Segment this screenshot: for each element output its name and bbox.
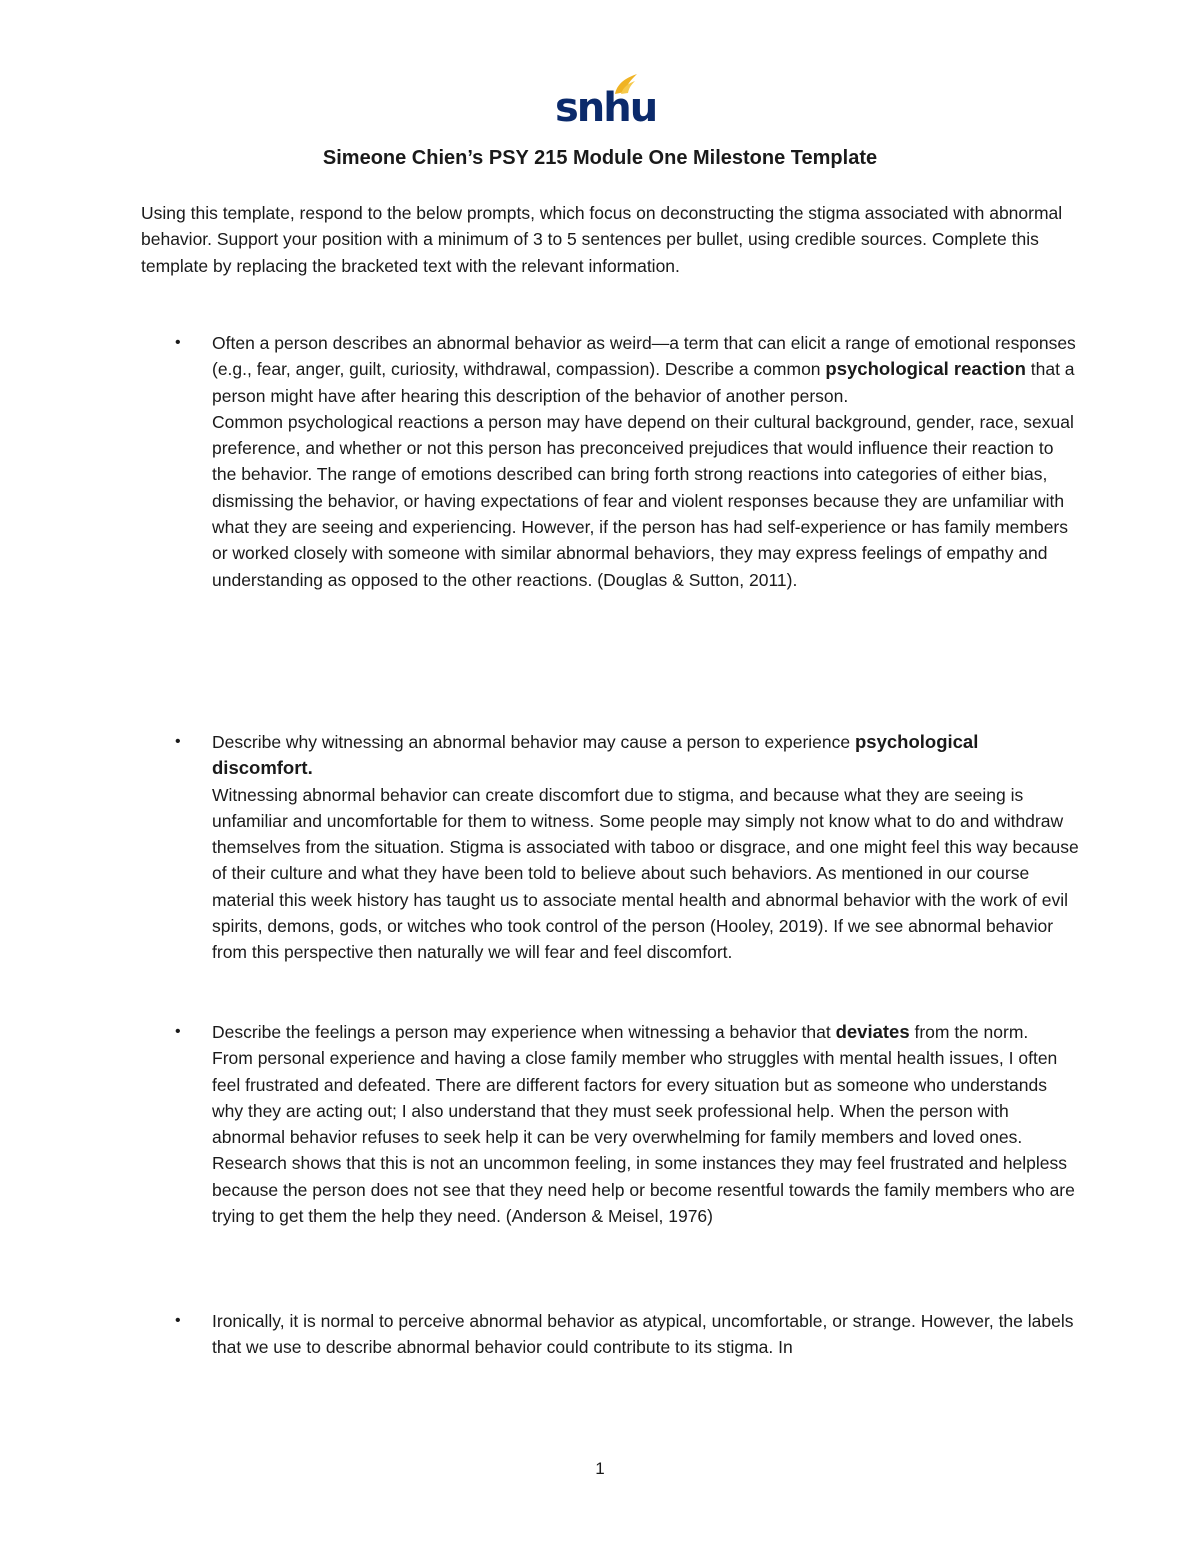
- emphasis-term: psychological reaction: [825, 358, 1026, 380]
- prompt-text: Often a person describes an abnormal behavior as weird—a term that can elicit a range of emotional responses (e.g., fear, anger, guilt, curiosity, withdrawal, compassion). Describe a common psychological reaction that a person might have after hearing this description of the behavior of another person.: [212, 333, 1076, 406]
- page-number: 1: [595, 1459, 605, 1478]
- logo-text: snhu: [555, 85, 657, 131]
- bullet-item: [175, 1019, 1082, 1229]
- page-title: Simeone Chien’s PSY 215 Module One Milestone Template: [322, 147, 878, 169]
- snhu-logo: [555, 72, 657, 134]
- emphasis-term: psychological discomfort: [212, 731, 979, 779]
- prompt-text: Describe the feelings a person may experience when witnessing a behavior that deviates from the norm.: [212, 1021, 1029, 1042]
- response-text: Common psychological reactions a person may have depend on their cultural background, gender, race, sexual preference, and whether or not this person has preconceived prejudices that would influence their reaction to the behavior. The range of emotions described can bring forth strong reactions into categories of either bias, dismissing the behavior, or having expectations of fear and violent responses because they are unfamiliar with what they are seeing and experiencing. However, if the person has had self-experience or has family members or worked closely with someone with similar abnormal behaviors, they may express feelings of empathy and understanding as opposed to the other reactions. (Douglas & Sutton, 2011).: [212, 411, 1074, 590]
- bullet-dot: •: [175, 733, 181, 750]
- prompt-text: Describe why witnessing an abnormal behavior may cause a person to experience psychological discomfort.: [212, 731, 979, 779]
- bullet-item: [175, 1308, 1082, 1361]
- response-text: From personal experience and having a close family member who struggles with mental health issues, I often feel frustrated and defeated. There are different factors for every situation but as someone who understands why they are acting out; I also understand that they must seek professional help. When the person with abnormal behavior refuses to seek help it can be very overwhelming for family members and loved ones. Research shows that this is not an uncommon feeling, in some instances they may feel frustrated and helpless because the person does not see that they need help or become resentful towards the family members who are trying to get them the help they need. (Anderson & Meisel, 1976): [212, 1048, 1075, 1227]
- bullet-dot: •: [175, 1023, 181, 1040]
- intro-paragraph: Using this template, respond to the below prompts, which focus on deconstructing the stigma associated with abnormal behavior. Support your position with a minimum of 3 to 5 sentences per bullet, using credible sources. Complete this template by replacing the bracketed text with the relevant information.: [141, 203, 1063, 276]
- response-text: Witnessing abnormal behavior can create discomfort due to stigma, and because what they are seeing is unfamiliar and uncomfortable for them to witness. Some people may simply not know what to do and withdraw themselves from the situation. Stigma is associated with taboo or disgrace, and one might feel this way because of their culture and what they have been told to believe about such behaviors. As mentioned in our course material this week history has taught us to associate mental health and abnormal behavior with the work of evil spirits, demons, gods, or witches who took control of the person (Hooley, 2019). If we see abnormal behavior from this perspective then naturally we will fear and feel discomfort.: [212, 784, 1079, 963]
- bullet-item: [175, 330, 1082, 593]
- bullet-item: [175, 729, 1082, 966]
- prompt-text: Ironically, it is normal to perceive abnormal behavior as atypical, uncomfortable, or strange. However, the labels that we use to describe abnormal behavior could contribute to its stigma. In: [212, 1311, 1074, 1358]
- emphasis-term: deviates: [835, 1021, 910, 1042]
- bullet-dot: •: [175, 1312, 181, 1329]
- bullet-dot: •: [175, 334, 181, 351]
